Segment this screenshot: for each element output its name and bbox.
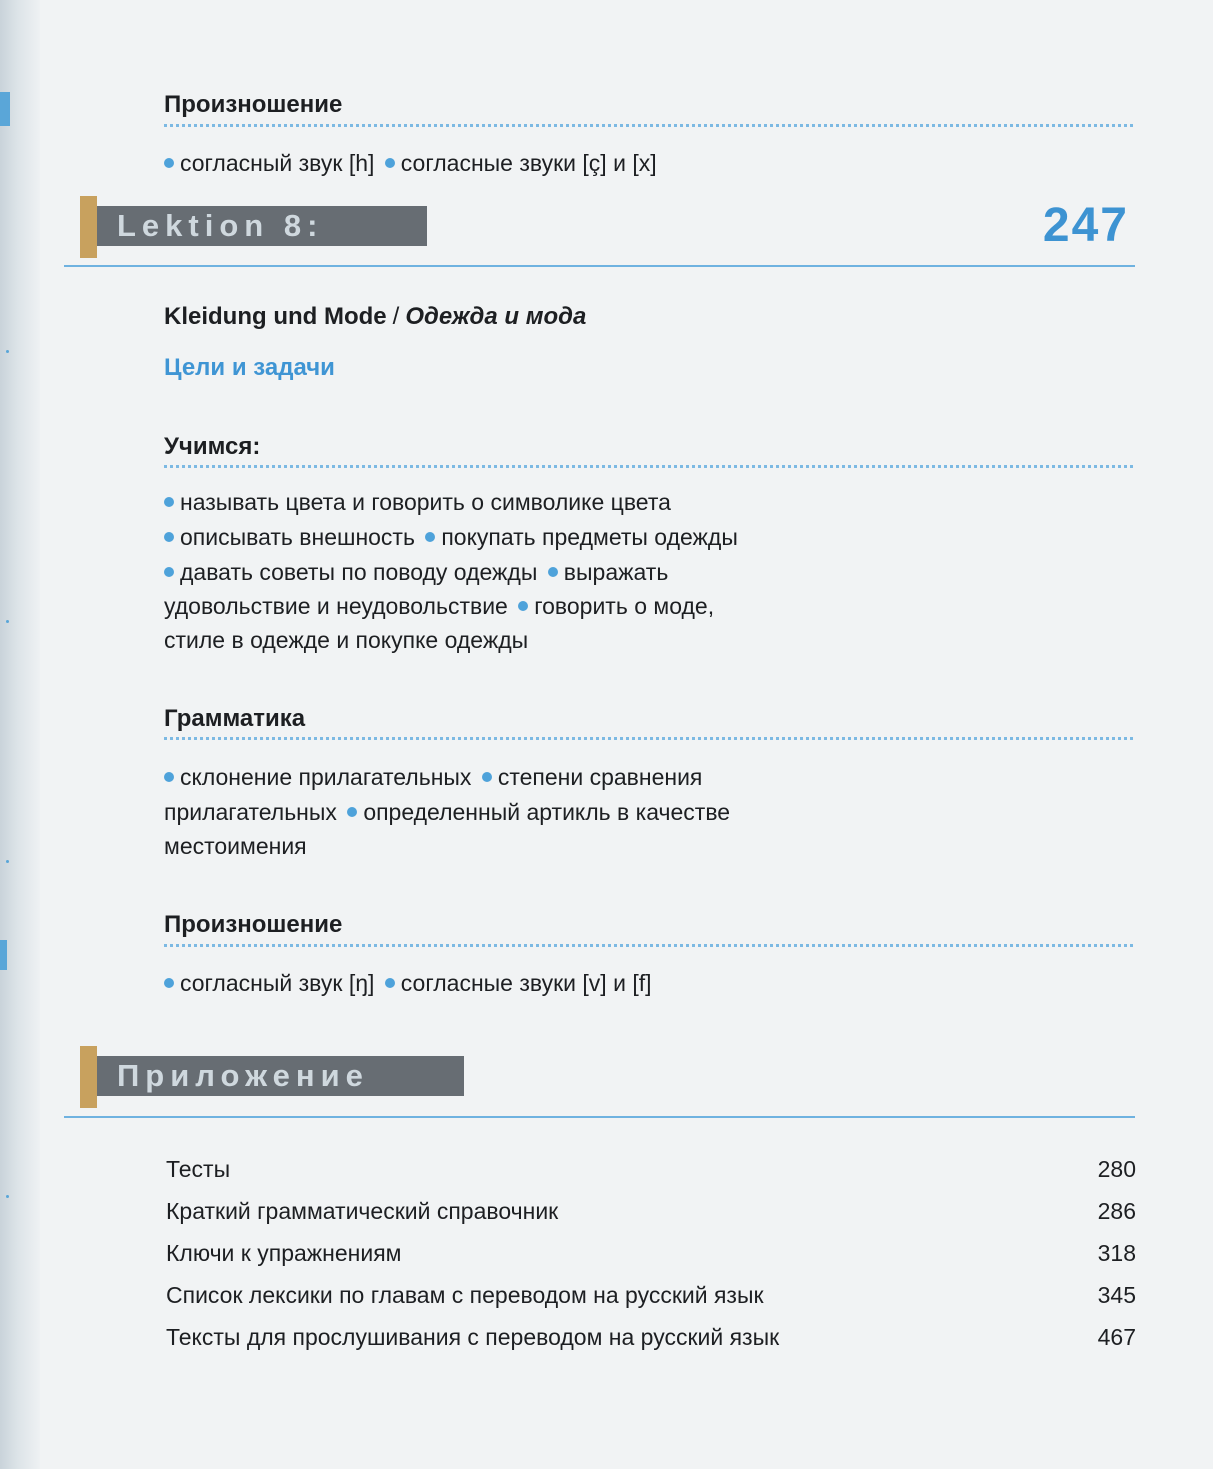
toc-entry[interactable]: [166, 1236, 1136, 1270]
list-item: согласные звуки [ç] и [x]: [400, 150, 657, 176]
banner-rule: [64, 1116, 1135, 1118]
toc-entry-title: Тесты: [166, 1156, 231, 1182]
learn-line: [164, 520, 738, 554]
banner-rule: [64, 265, 1135, 267]
page-gutter: [0, 0, 40, 1469]
bullet-dot: [164, 158, 174, 168]
dotted-divider: [164, 465, 1133, 468]
grammar-line: [164, 829, 307, 863]
toc-entry-title: Краткий грамматический справочник: [166, 1198, 559, 1224]
title-separator: /: [392, 303, 400, 330]
edge-dot: [6, 860, 9, 863]
dotted-divider: [164, 124, 1133, 127]
pronunciation-items-top: [164, 146, 657, 180]
lesson-title-de: Kleidung und Mode: [164, 303, 387, 330]
list-item: прилагательных: [164, 799, 337, 825]
lesson-title-ru: Одежда и мода: [405, 303, 587, 330]
list-item: согласный звук [ŋ]: [180, 970, 375, 996]
edge-marker: [0, 92, 10, 126]
edge-dot: [6, 620, 9, 623]
bullet-dot: [347, 807, 357, 817]
banner-label: Приложение: [97, 1056, 464, 1096]
list-item: стиле в одежде и покупке одежды: [164, 627, 529, 653]
bullet-dot: [482, 772, 492, 782]
toc-entry[interactable]: [166, 1152, 1136, 1186]
bullet-dot: [425, 532, 435, 542]
list-item: покупать предметы одежды: [441, 524, 738, 550]
list-item: описывать внешность: [180, 524, 415, 550]
bullet-dot: [518, 601, 528, 611]
toc-entry-title: Тексты для прослушивания с переводом на русский язык: [166, 1324, 780, 1350]
list-item: склонение прилагательных: [180, 764, 472, 790]
list-item: определенный артикль в качестве: [363, 799, 731, 825]
toc-entry[interactable]: [166, 1320, 1136, 1354]
edge-dot: [6, 350, 9, 353]
toc-entry-page: 345: [1097, 1282, 1136, 1308]
toc-entry-page: 318: [1097, 1240, 1136, 1266]
toc-entry-title: Ключи к упражнениям: [166, 1240, 402, 1266]
learn-line: [164, 589, 714, 623]
goals-heading: Цели и задачи: [164, 354, 335, 381]
learn-line: [164, 485, 671, 519]
page-number: 247: [1042, 199, 1129, 252]
list-item: степени сравнения: [497, 764, 703, 790]
bullet-dot: [164, 567, 174, 577]
banner-label: Lektion 8:: [97, 206, 427, 246]
section-heading-learn: Учимся:: [164, 433, 261, 460]
list-item: называть цвета и говорить о символике цвета: [180, 489, 671, 515]
toc-entry-page: 280: [1097, 1156, 1136, 1182]
learn-line: [164, 623, 528, 657]
section-heading-grammar: Грамматика: [164, 705, 306, 732]
banner-accent: [80, 196, 97, 258]
section-heading-pronunciation: Произношение: [164, 911, 343, 938]
lesson-title: [164, 303, 586, 331]
edge-dot: [6, 1195, 9, 1198]
learn-line: [164, 555, 668, 589]
list-item: давать советы по поводу одежды: [180, 559, 538, 585]
bullet-dot: [164, 497, 174, 507]
dotted-divider: [164, 737, 1133, 740]
bullet-dot: [548, 567, 558, 577]
list-item: местоимения: [164, 833, 307, 859]
bullet-dot: [385, 978, 395, 988]
toc-entry-page: 286: [1097, 1198, 1136, 1224]
list-item: говорить о моде,: [534, 593, 715, 619]
list-item: выражать: [563, 559, 669, 585]
bullet-dot: [385, 158, 395, 168]
list-item: согласные звуки [v] и [f]: [400, 970, 652, 996]
bullet-dot: [164, 532, 174, 542]
bullet-dot: [164, 978, 174, 988]
grammar-line: [164, 760, 702, 794]
pronunciation-items: [164, 966, 652, 1000]
list-item: удовольствие и неудовольствие: [164, 593, 508, 619]
edge-marker: [0, 940, 7, 970]
section-heading-pronunciation-top: Произношение: [164, 91, 343, 118]
toc-entry[interactable]: [166, 1278, 1136, 1312]
toc-entry[interactable]: [166, 1194, 1136, 1228]
bullet-dot: [164, 772, 174, 782]
toc-entry-page: 467: [1097, 1324, 1136, 1350]
banner-accent: [80, 1046, 97, 1108]
list-item: согласный звук [h]: [180, 150, 375, 176]
toc-entry-title: Список лексики по главам с переводом на русский язык: [166, 1282, 764, 1308]
dotted-divider: [164, 944, 1133, 947]
grammar-line: [164, 795, 730, 829]
